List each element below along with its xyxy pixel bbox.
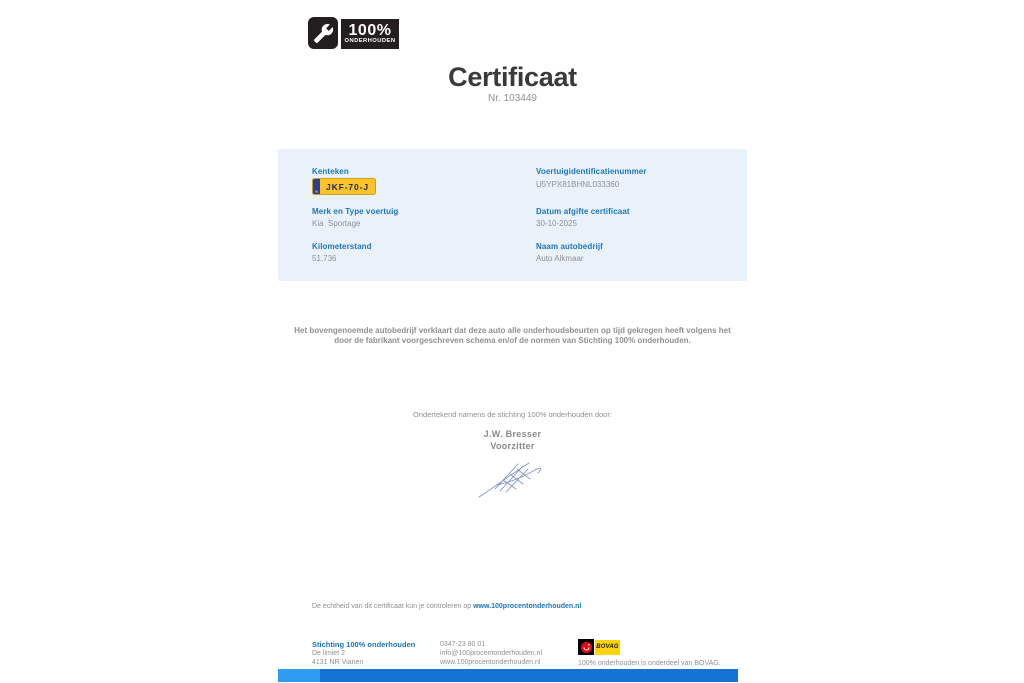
logo-percent-text: 100% <box>348 22 392 39</box>
merk-type-value: Kia Sportage <box>312 219 361 228</box>
autobedrijf-value: Auto Alkmaar <box>536 254 584 263</box>
verification-line <box>312 603 581 610</box>
logo-name-text: ONDERHOUDEN <box>344 38 396 44</box>
bovag-label-text: BOVAG <box>596 643 619 650</box>
declaration-text: Het bovengenoemde autobedrijf verklaart dat deze auto alle onderhoudsbeurten op tijd gekregen heeft volgens het door de fabrikant voorgeschreven schema en/of de normen van Stichting 100% onderhouden. <box>294 326 731 345</box>
verification-link[interactable]: www.100procentonderhouden.nl <box>473 603 582 610</box>
bottom-accent-bar <box>278 669 738 682</box>
footer-org-name: Stichting 100% onderhouden <box>312 640 416 649</box>
verification-text: De echtheid van dit certificaat kun je controleren op <box>312 603 472 610</box>
bovag-emblem <box>578 639 594 655</box>
page-title: Certificaat <box>448 62 577 92</box>
logo-wrench-square <box>308 17 338 49</box>
plate-eu-strip <box>313 179 320 194</box>
footer-contact <box>440 640 542 667</box>
datum-afgifte-value: 30-10-2025 <box>536 219 577 228</box>
kenteken-label: Kenteken <box>312 167 349 176</box>
wrench-icon <box>313 23 334 44</box>
footer-address-line-1: De limiet 2 <box>312 650 346 657</box>
license-plate <box>312 178 376 195</box>
bar-light-segment <box>278 669 320 682</box>
footer-phone: 0347-23 80 01 <box>440 641 486 648</box>
footer-website: www.100procentonderhouden.nl <box>440 659 541 666</box>
footer-address-line-2: 4131 NR Vianen <box>312 659 364 666</box>
bar-dark-segment <box>320 669 738 682</box>
signature-image <box>473 451 553 499</box>
plate-country-code: NL <box>314 190 319 194</box>
vin-label: Voertuigidentificatienummer <box>536 167 647 176</box>
kilometerstand-value: 51.736 <box>312 254 337 263</box>
bovag-note: 100% onderhouden is onderdeel van BOVAG. <box>578 660 721 667</box>
plate-number-text: JKF-70-J <box>325 181 370 192</box>
signing-intro: Ondertekend namens de stichting 100% onderhouden door: <box>413 410 612 419</box>
kilometerstand-label: Kilometerstand <box>312 242 372 251</box>
license-plate-graphic <box>312 178 376 195</box>
footer-bovag <box>578 639 721 668</box>
signer-role: Voorzitter <box>490 441 535 451</box>
vehicle-details-box <box>278 149 747 281</box>
logo-100-onderhouden <box>308 17 399 49</box>
bovag-circle-icon <box>580 641 593 654</box>
certificate-number: Nr. 103449 <box>488 93 537 104</box>
logo-wordmark <box>341 19 399 49</box>
bovag-wordmark <box>595 640 620 655</box>
certificate-content <box>278 0 747 683</box>
signer-name: J.W. Bresser <box>483 429 542 439</box>
vin-value: U5YPX81BHNL033360 <box>536 180 620 189</box>
bovag-logo <box>578 639 721 655</box>
footer-organisation <box>312 640 415 667</box>
footer-email: info@100procentonderhouden.nl <box>440 650 543 657</box>
datum-afgifte-label: Datum afgifte certificaat <box>536 207 630 216</box>
autobedrijf-label: Naam autobedrijf <box>536 242 603 251</box>
merk-type-label: Merk en Type voertuig <box>312 207 399 216</box>
